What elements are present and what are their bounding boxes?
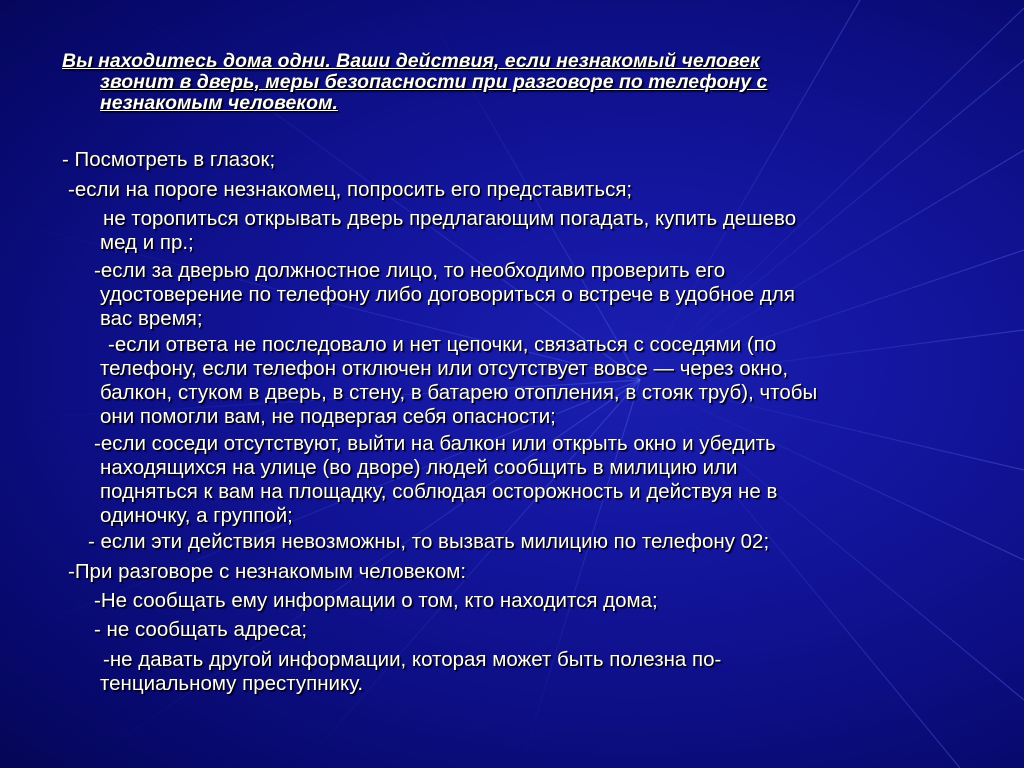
text-line: - не сообщать адреса; xyxy=(94,618,308,641)
text-line: не торопиться открывать дверь предлагающим погадать, купить дешево xyxy=(103,207,797,230)
title-line: незнакомым человеком. xyxy=(100,92,338,114)
bullet-paragraph xyxy=(100,207,796,255)
bullet-paragraph xyxy=(68,178,632,202)
title-line: Вы находитесь дома одни. Ваши действия, если незнакомый человек xyxy=(62,50,760,72)
text-line: -если за дверью должностное лицо, то необходимо проверить его xyxy=(94,259,726,282)
bullet-paragraph xyxy=(94,589,658,613)
text-line: подняться к вам на площадку, соблюдая осторожность и действуя не в xyxy=(100,480,778,503)
title-line: звонит в дверь, меры безопасности при разговоре по телефону с xyxy=(100,71,768,93)
text-line: - Посмотреть в глазок; xyxy=(62,148,276,171)
bullet-paragraph xyxy=(94,259,795,331)
text-line: мед и пр.; xyxy=(100,231,194,254)
bullet-paragraph xyxy=(68,560,466,584)
bullet-paragraph xyxy=(94,432,777,528)
text-line: -если соседи отсутствуют, выйти на балкон или открыть окно и убедить xyxy=(94,432,776,455)
bullet-paragraph xyxy=(88,530,769,554)
text-line: -не давать другой информации, которая может быть полезна по- xyxy=(103,648,722,671)
text-line: одиночку, а группой; xyxy=(100,504,293,527)
text-line: -если ответа не последовало и нет цепочки, связаться с соседями (по xyxy=(108,333,777,356)
text-line: находящихся на улице (во дворе) людей сообщить в милицию или xyxy=(100,456,738,479)
text-line: они помогли вам, не подвергая себя опасности; xyxy=(100,405,556,428)
text-line: вас время; xyxy=(100,307,203,330)
text-line: балкон, стуком в дверь, в стену, в батарею отопления, в стояк труб), чтобы xyxy=(100,381,818,404)
text-line: -если на пороге незнакомец, попросить его представиться; xyxy=(68,178,633,201)
text-line: - если эти действия невозможны, то вызвать милицию по телефону 02; xyxy=(88,530,770,553)
text-line: -При разговоре с незнакомым человеком: xyxy=(68,560,467,583)
bullet-paragraph xyxy=(100,648,721,696)
bullet-paragraph xyxy=(100,333,817,429)
text-line: телефону, если телефон отключен или отсутствует вовсе — через окно, xyxy=(100,357,789,380)
bullet-paragraph xyxy=(94,618,307,642)
text-line: -Не сообщать ему информации о том, кто находится дома; xyxy=(94,589,658,612)
bullet-paragraph xyxy=(62,148,275,172)
text-line: удостоверение по телефону либо договориться о встрече в удобное для xyxy=(100,283,795,306)
text-line: тенциальному преступнику. xyxy=(100,672,364,695)
